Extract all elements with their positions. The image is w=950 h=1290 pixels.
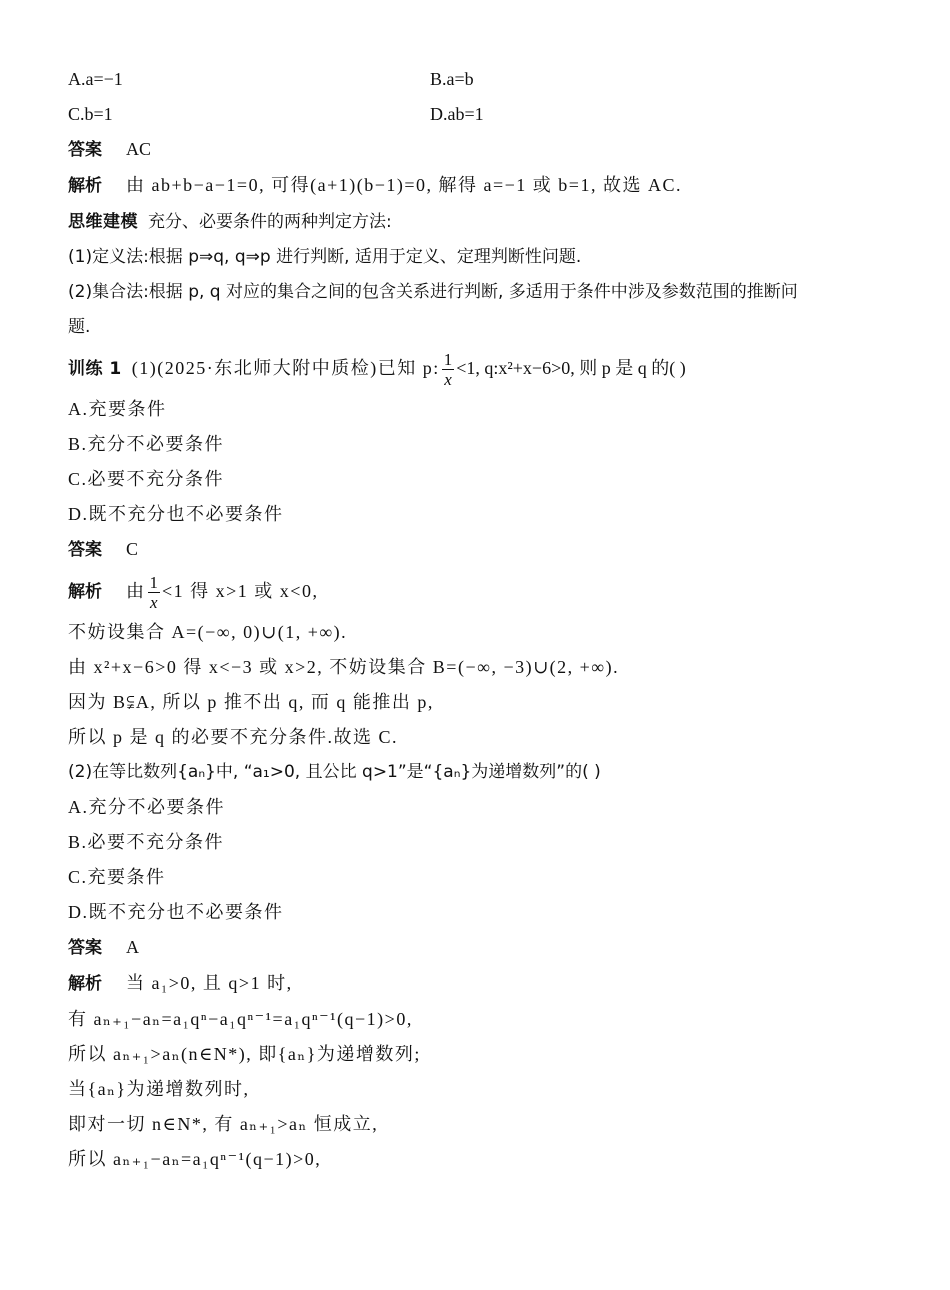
option-b: B.a=b: [430, 69, 474, 89]
option-row-cd: [68, 97, 880, 132]
q1-exp-line: 因为 B⫋A, 所以 p 推不出 q, 而 q 能推出 p,: [68, 692, 434, 712]
answer-value: AC: [126, 139, 152, 159]
q1-explanation-label: 解析: [68, 582, 102, 602]
q1-exp-post: <1 得 x>1 或 x<0,: [162, 581, 319, 601]
q1-answer: [68, 532, 880, 568]
q1-exp-fraction-num: 1: [149, 573, 158, 593]
q2-answer-label: 答案: [68, 938, 102, 958]
q1-stem-post: <1, q:x²+x−6>0, 则 p 是 q 的( ): [456, 358, 686, 378]
q1-answer-value: C: [126, 539, 139, 559]
model-title: 思维建模: [68, 212, 138, 232]
explanation-line-1: [68, 168, 880, 204]
model-intro: 充分、必要条件的两种判定方法:: [148, 212, 392, 232]
option-a: A.a=−1: [68, 69, 123, 89]
q1-fraction: [442, 351, 455, 388]
q1-option-c: C.必要不充分条件: [68, 469, 225, 489]
q2-explanation-label: 解析: [68, 974, 102, 994]
option-d: D.ab=1: [430, 104, 484, 124]
q2-option-d: D.既不充分也不必要条件: [68, 902, 284, 922]
q1-fraction-num: 1: [443, 350, 453, 370]
q1-fraction-den: x: [444, 370, 452, 390]
q2-exp-line: 所以 aₙ₊₁>aₙ(n∈N*), 即{aₙ}为递增数列;: [68, 1044, 421, 1064]
q2-exp-line: 当 a₁>0, 且 q>1 时,: [126, 973, 293, 993]
q2-exp-line: 即对一切 n∈N*, 有 aₙ₊₁>aₙ 恒成立,: [68, 1114, 379, 1134]
q1-option-a: A.充要条件: [68, 399, 167, 419]
q1-option-d: D.既不充分也不必要条件: [68, 504, 284, 524]
q2-answer: [68, 930, 880, 966]
q1-exp-pre: 由: [126, 581, 146, 601]
q1-explanation-first: [68, 568, 880, 615]
q2-option-a: A.充分不必要条件: [68, 797, 225, 817]
explanation-label: 解析: [68, 176, 102, 196]
q1-exp-fraction-den: x: [149, 593, 158, 613]
document-page: [68, 62, 880, 1177]
q2-exp-line: 有 aₙ₊₁−aₙ=a₁qⁿ−a₁qⁿ⁻¹=a₁qⁿ⁻¹(q−1)>0,: [68, 1009, 413, 1029]
training-q1-stem: [68, 345, 880, 392]
explanation-text: 由 ab+b−a−1=0, 可得(a+1)(b−1)=0, 解得 a=−1 或 b=1, 故选 AC.: [126, 175, 682, 195]
q2-stem: (2)在等比数列{aₙ}中, “a₁>0, 且公比 q>1”是“{aₙ}为递增数列”的( ): [68, 762, 601, 782]
option-row-ab: [68, 62, 880, 97]
q1-option-b: B.充分不必要条件: [68, 434, 225, 454]
answer-line-1: [68, 132, 880, 168]
q1-exp-line: 不妨设集合 A=(−∞, 0)∪(1, +∞).: [68, 622, 348, 642]
model-set-method-cont: 题.: [68, 317, 91, 337]
option-c: C.b=1: [68, 104, 113, 124]
q2-option-c: C.充要条件: [68, 867, 166, 887]
answer-label: 答案: [68, 140, 102, 160]
model-set-method: (2)集合法:根据 p, q 对应的集合之间的包含关系进行判断, 多适用于条件中涉及参数范围的推断问: [68, 282, 798, 302]
q2-explanation-first: [68, 966, 880, 1002]
training-label: 训练 1: [68, 359, 122, 379]
q1-exp-fraction: [148, 574, 161, 611]
q1-stem-pre: (1)(2025·东北师大附中质检)已知 p:: [131, 358, 440, 378]
q2-exp-line: 所以 aₙ₊₁−aₙ=a₁qⁿ⁻¹(q−1)>0,: [68, 1149, 322, 1169]
model-heading: [68, 204, 880, 240]
q2-option-b: B.必要不充分条件: [68, 832, 225, 852]
q1-exp-line: 所以 p 是 q 的必要不充分条件.故选 C.: [68, 727, 399, 747]
q2-answer-value: A: [126, 937, 139, 957]
q1-exp-line: 由 x²+x−6>0 得 x<−3 或 x>2, 不妨设集合 B=(−∞, −3)∪(2, +∞).: [68, 657, 620, 677]
q2-exp-line: 当{aₙ}为递增数列时,: [68, 1079, 250, 1099]
q1-answer-label: 答案: [68, 540, 102, 560]
model-definition: (1)定义法:根据 p⇒q, q⇒p 进行判断, 适用于定义、定理判断性问题.: [68, 247, 582, 267]
